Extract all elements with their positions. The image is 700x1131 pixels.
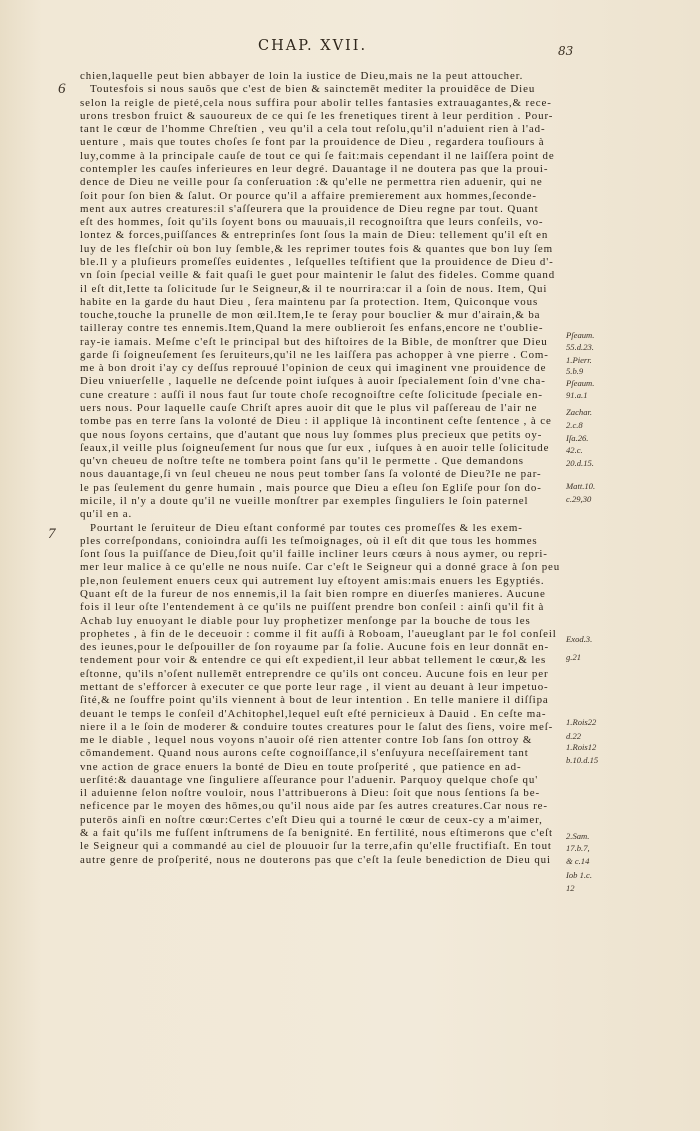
- text-line: dence de Dieu ne veille pour ſa conſeruation :& qu'elle ne permettra rien aduenir, qui ne: [80, 176, 543, 189]
- paragraph-number: 6: [58, 81, 66, 98]
- text-line: fois il leur oſte l'entendement à ce qu'ils ne puiſſent prendre bon conſeil : ainſi qu'il fit à: [80, 601, 545, 614]
- paragraph: [80, 83, 564, 521]
- text-line: qu'il en a.: [80, 508, 133, 521]
- text-line: & a fait qu'ils me fuſſent inſtrumens de ſa benignité. En fertilité, nous eſtimerons que c'eſt: [80, 827, 553, 840]
- text-line: ray-ie iamais. Meſme c'eſt le principal but des hiſtoires de la Bible, de monſtrer que Dieu: [80, 335, 548, 348]
- margin-note: 12: [566, 883, 575, 893]
- margin-note: 5.b.9: [566, 366, 584, 376]
- text-line: tailleray contre tes ennemis.Item,Quand la mere oublieroit ſes enfans,encore ne t'oublie-: [80, 322, 544, 335]
- text-line: contempler les cauſes inferieures en leur degré. Dauantage il ne doutera pas que la proui-: [80, 162, 549, 175]
- text-line: Pourtant le ſeruiteur de Dieu eſtant conformé par toutes ces promeſſes & les exem-: [90, 521, 523, 534]
- text-line: chien,laquelle peut bien abbayer de loin la iustice de Dieu,mais ne la peut attoucher.: [80, 70, 524, 82]
- paragraph: [80, 70, 564, 83]
- margin-note: 2.c.8: [566, 420, 583, 430]
- text-line: ple,non ſeulement enuers ceux qui autrement luy eſtoyent amis:mais enuers les Egyptiés.: [80, 574, 545, 587]
- margin-note: 1.Rois12: [566, 742, 597, 752]
- margin-note: Matt.10.: [566, 481, 596, 491]
- text-line: que nous ſoyons certains, que d'autant que nous luy ſommes plus precieux que petits oy-: [80, 428, 543, 441]
- text-line: touche,touche la prunelle de mon œil.Item,Ie te ſeray pour bouclier & mur d'airain,& ba: [80, 309, 541, 322]
- text-line: me le diable , lequel nous voyons n'auoir oſé rien attenter contre Iob ſans ſon ottroy &: [80, 734, 533, 747]
- text-line: mer leur malice à ce qu'elle ne nous nuiſe. Car c'eſt le Seigneur qui a donné grace à ſon peu: [80, 561, 561, 574]
- margin-note: Iſa.26.: [566, 433, 589, 443]
- text-line: urons tresbon fruict & sauoureux de ce qui ſe les frenetiques tirent à leur perdition . Pour-: [80, 109, 554, 122]
- margin-note: Iob 1.c.: [566, 870, 593, 880]
- main-text-block: [80, 70, 564, 867]
- margin-note: g.21: [566, 652, 582, 662]
- text-line: vn ſoin ſpecial veille & fait quaſi le guet pour maintenir le ſalut des fideles. Comme quand: [80, 269, 556, 282]
- text-line: des ieunes,pour le deſpouiller de ſon royaume par ſa folie. Aucune fois en leur donnāt en-: [80, 641, 550, 654]
- text-line: selon la reigle de pieté,cela nous suffira pour abolir telles fantasies extrauagantes,& rece-: [80, 96, 552, 109]
- text-line: puterōs ainſi en noſtre cœur:Certes c'eſt Dieu qui a tourné le cœur de ceux-cy a m'aimer,: [80, 813, 543, 826]
- text-line: ples correſpondans, conioindra auſſi les teſmoignages, où il eſt dit que tous les hommes: [80, 534, 538, 547]
- text-line: ſeaux,il veille plus ſoigneuſement ſur nous que ſur eux , iuſques à en auoir telle ſolicitude: [80, 441, 550, 454]
- margin-note: Exod.3.: [566, 634, 593, 644]
- margin-note: b.10.d.15: [566, 755, 599, 765]
- margin-note: 1.Pierr.: [566, 355, 592, 365]
- margin-note: 17.b.7,: [566, 843, 590, 853]
- text-line: uerſité:& dauantage vne ſinguliere aſſeurance pour l'aduenir. Parquoy quelque choſe qu': [80, 773, 539, 786]
- text-line: ment aux autres creatures:il s'aſſeurera que la prouidence de Dieu regne par tout. Quant: [80, 202, 539, 215]
- text-line: neficence par le moyen des hōmes,ou qu'il nous aide par ſes autres creatures.Car nous re-: [80, 800, 548, 813]
- margin-note: d.22: [566, 731, 582, 741]
- text-line: il aduienne ſelon noſtre vouloir, nous l'attribuerons à Dieu: ſoit que nous ſentions ſa be-: [80, 787, 540, 800]
- text-line: uenture , mais que toutes choſes ſe font par la prouidence de Dieu , regardera touſiours à: [80, 136, 545, 149]
- text-line: Quant eſt de la fureur de nos ennemis,il la ſait bien rompre en diuerſes manieres. Aucune: [80, 587, 546, 600]
- margin-note: Pſeaum.: [566, 378, 595, 388]
- text-line: deuant le temps le conſeil d'Achitophel,lequel euſt eſté pernicieux à Dauid . En ceſte ma-: [80, 707, 547, 720]
- text-line: le Seigneur qui a commandé au ciel de plouuoir ſur la terre,afin qu'elle fructifiaſt. En tout: [80, 840, 552, 853]
- margin-note: c.29,30: [566, 494, 592, 504]
- text-line: cōmandement. Quand nous aurons ceſte cognoiſſance,il s'enſuyura neceſſairement tant: [80, 747, 529, 760]
- text-line: ſoit pour ſon bien & ſalut. Or pource qu'il a affaire premierement aux hommes,ſeconde-: [80, 189, 537, 202]
- text-line: Achab luy enuoyant le diable pour luy prophetizer menſonge par la bouche de tous les: [80, 614, 531, 627]
- text-line: le pas ſeulement du genre humain , mais pource que Dieu a eſleu ſon Egliſe pour ſon do-: [80, 481, 542, 494]
- margin-notes: [566, 0, 636, 1131]
- margin-note: 55.d.23.: [566, 342, 594, 352]
- text-line: cune creature : auſſi il nous faut ſur toute choſe recognoiſtre ceſte ſolicitude ſpeciale en-: [80, 388, 543, 401]
- text-line: tant le cœur de l'homme Chreſtien , veu qu'il a cela tout reſolu,qu'il n'aduient rien à l'ad-: [80, 123, 546, 136]
- text-line: ſont ſous la puiſſance de Dieu,ſoit qu'il faille incliner leurs cœurs à nous aymer, ou repri-: [80, 548, 548, 561]
- margin-note: 91.a.1: [566, 390, 588, 400]
- text-line: eſt des hommes, ſoit qu'ils ſoyent bons ou mauuais,il recognoiſtra que leurs conſeils, vo-: [80, 216, 544, 229]
- text-line: mettant de s'efforcer à executer ce que porte leur rage , il vient au deuant à leur impetuo-: [80, 680, 549, 693]
- margin-note: 2.Sam.: [566, 831, 590, 841]
- text-line: autre genre de proſperité, nous ne douterons pas que c'eſt la ſeule benediction de Dieu qui: [80, 853, 551, 866]
- chapter-title: CHAP. XVII.: [258, 38, 368, 54]
- margin-note: 42.c.: [566, 445, 583, 455]
- text-line: uers nous. Pour laquelle cauſe Chriſt apres auoir dit que le plus vil paſſereau de l'air ne: [80, 402, 538, 415]
- margin-note: Pſeaum.: [566, 330, 595, 340]
- text-line: habite en la garde du haut Dieu , ſera maintenu par ſa protection. Item, Quiconque vous: [80, 295, 539, 308]
- text-line: luy de les fleſchir où bon luy ſemble,& les reprimer toutes fois & quantes que bon luy ſem: [80, 242, 553, 255]
- text-line: garde ſi ſoigneuſement ſes ſeruiteurs,qu'il ne les laiſſera pas achopper à vne pierre . Com-: [80, 348, 549, 361]
- text-line: eſtonne, qu'ils n'oſent nullemēt entreprendre ce qu'ils ont conceu. Aucune fois en leur per: [80, 667, 549, 680]
- text-line: nous dauantage,ſi vn ſeul cheueu ne nous peut tomber ſans ſa volonté de Dieu?Ie ne par-: [80, 468, 542, 481]
- margin-note: & c.14: [566, 856, 590, 866]
- margin-note: Zachar.: [566, 407, 593, 417]
- margin-note: 20.d.15.: [566, 458, 594, 468]
- paragraph: [80, 522, 564, 867]
- text-line: niere il a le ſoin de moderer & conduire toutes creatures pour le ſalut des ſiens, voire meſ-: [80, 720, 554, 733]
- margin-note: 1.Rois22: [566, 717, 597, 727]
- text-line: luy,comme à la principale cauſe de tout ce qui ſe fait:mais cependant il ne laiſſera point de: [80, 149, 555, 162]
- text-line: prophetes , à fin de le deceuoir : comme il fit auſſi à Roboam, l'aueuglant par le fol conſeil: [80, 627, 557, 640]
- text-line: tombe pas en terre ſans la volonté de Dieu : il applique là incontinent ceſte ſentence , à ce: [80, 415, 552, 428]
- text-line: vne action de grace enuers la bonté de Dieu en toute proſperité , que patience en ad-: [80, 760, 522, 773]
- text-line: qu'vn cheueu de noſtre teſte ne tombera point ſans qu'il le permette . Que demandons: [80, 455, 524, 468]
- text-line: me à bon droit i'ay cy deſſus reprouué l'opinion de ceux qui imaginent vne prouidence de: [80, 362, 547, 375]
- text-line: Dieu vniuerſelle , laquelle ne deſcende point iuſques à auoir ſpecialement ſoin d'vne cha-: [80, 375, 546, 388]
- text-line: Toutesfois si nous sauõs que c'est de bien & sainctemēt mediter la prouidēce de Dieu: [90, 83, 536, 96]
- folio-number: 83: [558, 44, 574, 58]
- paragraph-number: 7: [48, 525, 56, 542]
- text-line: il eſt dit,Iette ta ſolicitude ſur le Seigneur,& il te nourrira:car il a ſoin de nous. Item, Qui: [80, 282, 548, 295]
- text-line: tendement pour voir & entendre ce qui eſt expedient,il leur abbat tellement le cœur,& les: [80, 654, 547, 667]
- text-line: lontez & forces,puiſſances & entreprinſes ſont ſous la main de Dieu: tellement qu'il eſt en: [80, 229, 549, 242]
- text-line: ble.Il y a pluſieurs promeſſes euidentes , leſquelles teſtifient que la prouidence de Dieu d'-: [80, 255, 554, 268]
- text-line: ſité,& ne ſouffre point qu'ils viennent à bout de leur intention . En telle maniere il diſſipa: [80, 694, 549, 707]
- text-line: micile, il n'y a doute qu'il ne vueille monſtrer par exemples ſinguliers le ſoin paternel: [80, 495, 529, 507]
